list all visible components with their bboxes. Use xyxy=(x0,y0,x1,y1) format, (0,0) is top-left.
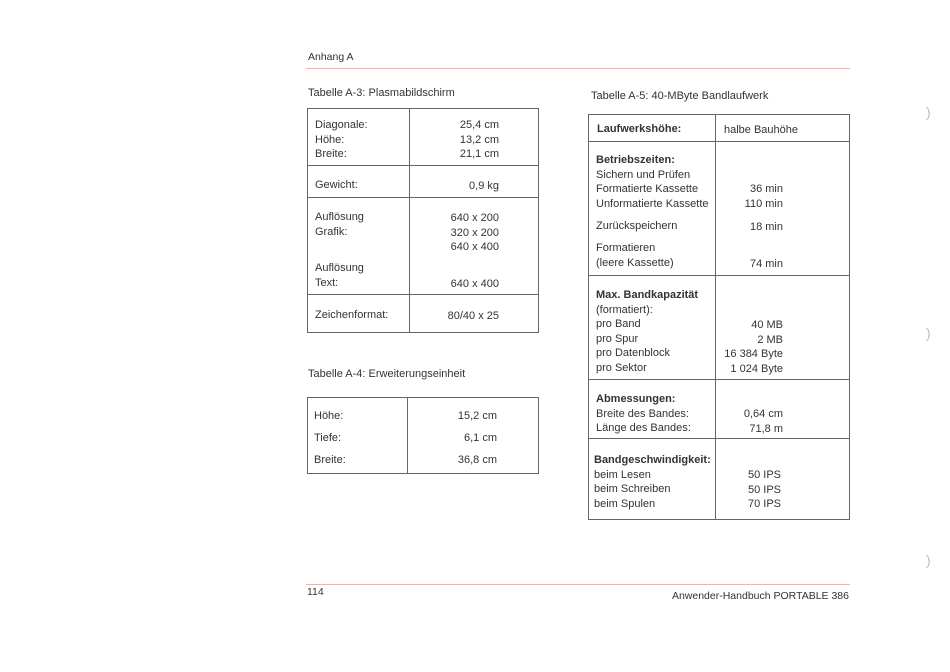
formatieren-value: 74 min xyxy=(749,258,783,270)
binding-mark-decoration: ) xyxy=(926,552,931,568)
table-a4 xyxy=(307,397,539,474)
table-a5-separator xyxy=(589,275,849,276)
table-a3-separator xyxy=(308,165,538,166)
abmessungen-values: 0,64 cm 71,8 m xyxy=(743,408,783,435)
table-a5-separator xyxy=(589,438,849,439)
table-a3-value: 25,4 cm 13,2 cm 21,1 cm xyxy=(459,119,499,160)
table-a5-caption: Tabelle A-5: 40-MByte Bandlaufwerk xyxy=(591,90,769,102)
abmessungen-labels: Abmessungen: Breite des Bandes: Länge des Bandes: xyxy=(596,393,691,434)
table-a5 xyxy=(588,114,850,520)
table-a3-label: Zeichenformat: xyxy=(315,309,389,321)
table-a5-separator xyxy=(589,141,849,142)
binding-mark-decoration: ) xyxy=(926,104,931,120)
table-a3-value: 0,9 kg xyxy=(469,180,499,192)
bandgeschwindigkeit-labels: Bandgeschwindigkeit: beim Lesen beim Schreiben beim Spulen xyxy=(594,454,711,510)
laufwerkshoehe-label: Laufwerkshöhe: xyxy=(597,123,682,135)
betriebszeiten-labels: Betriebszeiten: Sichern und Prüfen Formatierte Kassette Unformatierte Kassette xyxy=(596,154,709,210)
table-a4-label: Höhe: Tiefe: Breite: xyxy=(314,410,346,466)
table-a5-divider xyxy=(715,115,716,519)
bandkapazitaet-values: 40 MB 2 MB 16 384 Byte 1 024 Byte xyxy=(724,319,783,375)
betriebszeiten-values: 36 min 110 min xyxy=(744,183,783,210)
table-a3-label: Auflösung Grafik: xyxy=(315,211,364,238)
table-a3-label: Diagonale: Höhe: Breite: xyxy=(315,119,368,160)
header-rule xyxy=(306,68,850,69)
table-a3-separator xyxy=(308,294,538,295)
footer-rule xyxy=(306,584,850,585)
table-a3-value: 80/40 x 25 xyxy=(447,310,499,322)
zurueckspeichern-value: 18 min xyxy=(749,221,783,233)
bandgeschwindigkeit-values: 50 IPS 50 IPS 70 IPS xyxy=(747,469,781,510)
table-a5-separator xyxy=(589,379,849,380)
table-a3-caption: Tabelle A-3: Plasmabildschirm xyxy=(308,87,455,99)
page-number: 114 xyxy=(307,586,324,598)
manual-title: Anwender-Handbuch PORTABLE 386 xyxy=(671,590,849,602)
zurueckspeichern-label: Zurückspeichern xyxy=(596,220,678,232)
laufwerkshoehe-value: halbe Bauhöhe xyxy=(724,124,799,136)
table-a4-value: 15,2 cm 6,1 cm 36,8 cm xyxy=(457,410,497,466)
bandkapazitaet-labels: Max. Bandkapazität (formatiert): pro Band pro Spur pro Datenblock pro Sektor xyxy=(596,289,699,374)
table-a3-value: 640 x 400 xyxy=(450,278,499,290)
table-a3-label: Gewicht: xyxy=(315,179,358,191)
table-a3-label: Auflösung Text: xyxy=(315,262,364,289)
formatieren-label: Formatieren (leere Kassette) xyxy=(596,242,674,269)
table-a3-value: 640 x 200 320 x 200 640 x 400 xyxy=(450,212,499,253)
table-a3 xyxy=(307,108,539,333)
section-header: Anhang A xyxy=(308,51,354,63)
table-a4-caption: Tabelle A-4: Erweiterungseinheit xyxy=(308,368,466,380)
table-a3-separator xyxy=(308,197,538,198)
binding-mark-decoration: ) xyxy=(926,325,931,341)
